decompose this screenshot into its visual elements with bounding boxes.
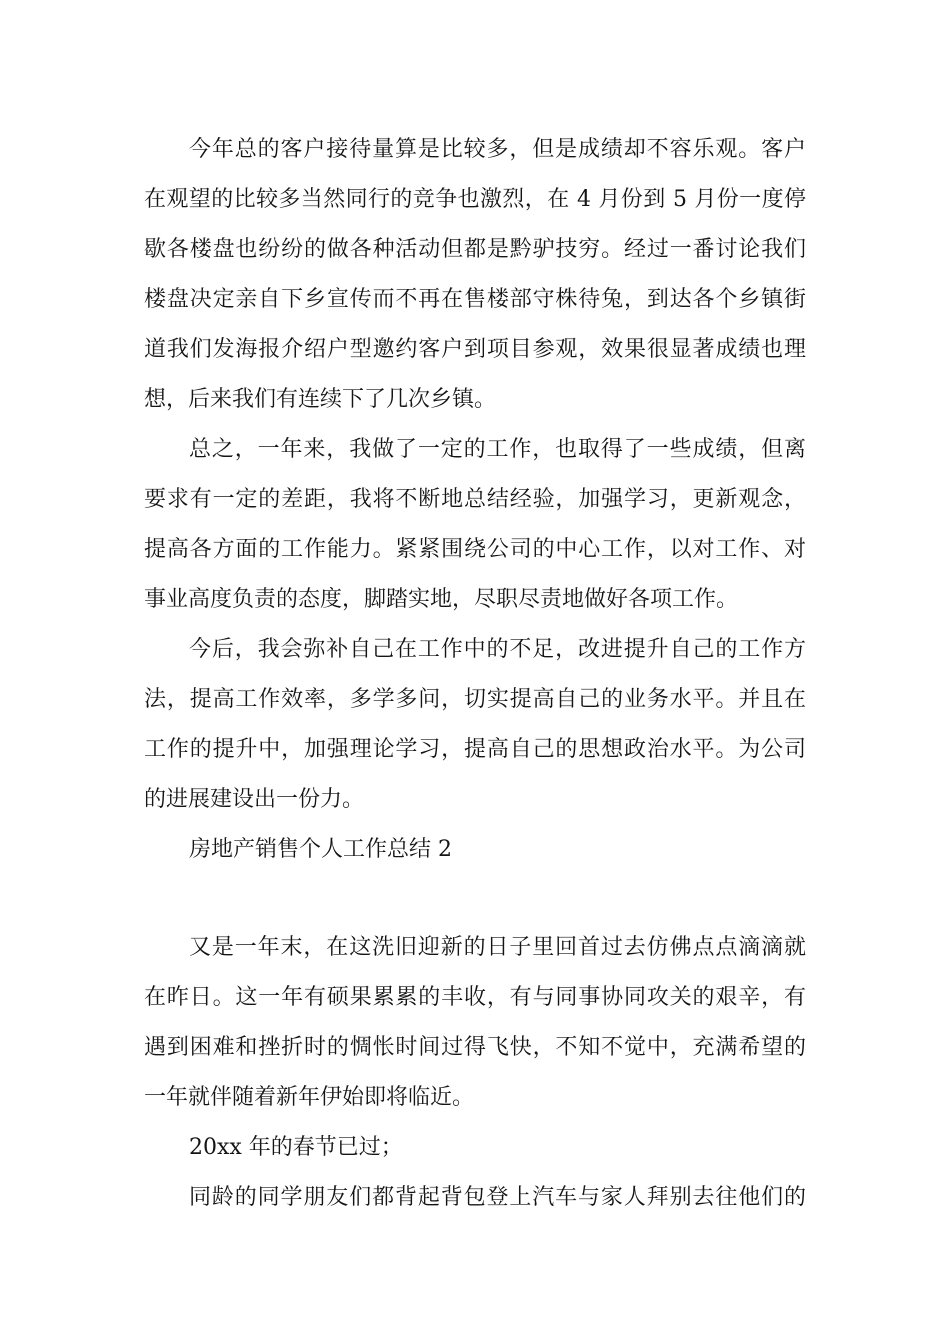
paragraph-line: 又是一年末，在这洗旧迎新的日子里回首过去仿佛点点滴滴就 (189, 935, 806, 960)
paragraph-line: 在昨日。这一年有硕果累累的丰收，有与同事协同攻关的艰辛，有 (144, 985, 806, 1010)
paragraph-line: 20xx 年的春节已过； (189, 1135, 403, 1160)
paragraph-line: 想，后来我们有连续下了几次乡镇。 (144, 387, 497, 412)
paragraph-line: 总之，一年来，我做了一定的工作，也取得了一些成绩，但离 (189, 437, 806, 462)
paragraph-line: 道我们发海报介绍户型邀约客户到项目参观，效果很显著成绩也理 (144, 337, 806, 362)
paragraph-line: 一年就伴随着新年伊始即将临近。 (144, 1085, 475, 1110)
paragraph-line: 同龄的同学朋友们都背起背包登上汽车与家人拜别去往他们的 (189, 1185, 806, 1210)
paragraph-line: 事业高度负责的态度，脚踏实地，尽职尽责地做好各项工作。 (144, 587, 739, 612)
paragraph-line: 楼盘决定亲自下乡宣传而不再在售楼部守株待兔，到达各个乡镇街 (144, 287, 806, 312)
section-title: 房地产销售个人工作总结 2 (189, 837, 452, 862)
paragraph-line: 提高各方面的工作能力。紧紧围绕公司的中心工作，以对工作、对 (144, 537, 806, 562)
paragraph-line: 歇各楼盘也纷纷的做各种活动但都是黔驴技穷。经过一番讨论我们 (144, 237, 806, 262)
paragraph-line: 工作的提升中，加强理论学习，提高自己的思想政治水平。为公司 (144, 737, 806, 762)
paragraph-line: 今年总的客户接待量算是比较多，但是成绩却不容乐观。客户 (189, 137, 806, 162)
paragraph-line: 要求有一定的差距，我将不断地总结经验，加强学习，更新观念， (144, 487, 806, 512)
paragraph-line: 法，提高工作效率，多学多问，切实提高自己的业务水平。并且在 (144, 687, 806, 712)
paragraph-line: 在观望的比较多当然同行的竞争也激烈，在 4 月份到 5 月份一度停 (144, 187, 806, 212)
paragraph-line: 遇到困难和挫折时的惆怅时间过得飞快，不知不觉中，充满希望的 (144, 1035, 806, 1060)
paragraph-line: 今后，我会弥补自己在工作中的不足，改进提升自己的工作方 (189, 637, 806, 662)
paragraph-line: 的进展建设出一份力。 (144, 787, 365, 812)
